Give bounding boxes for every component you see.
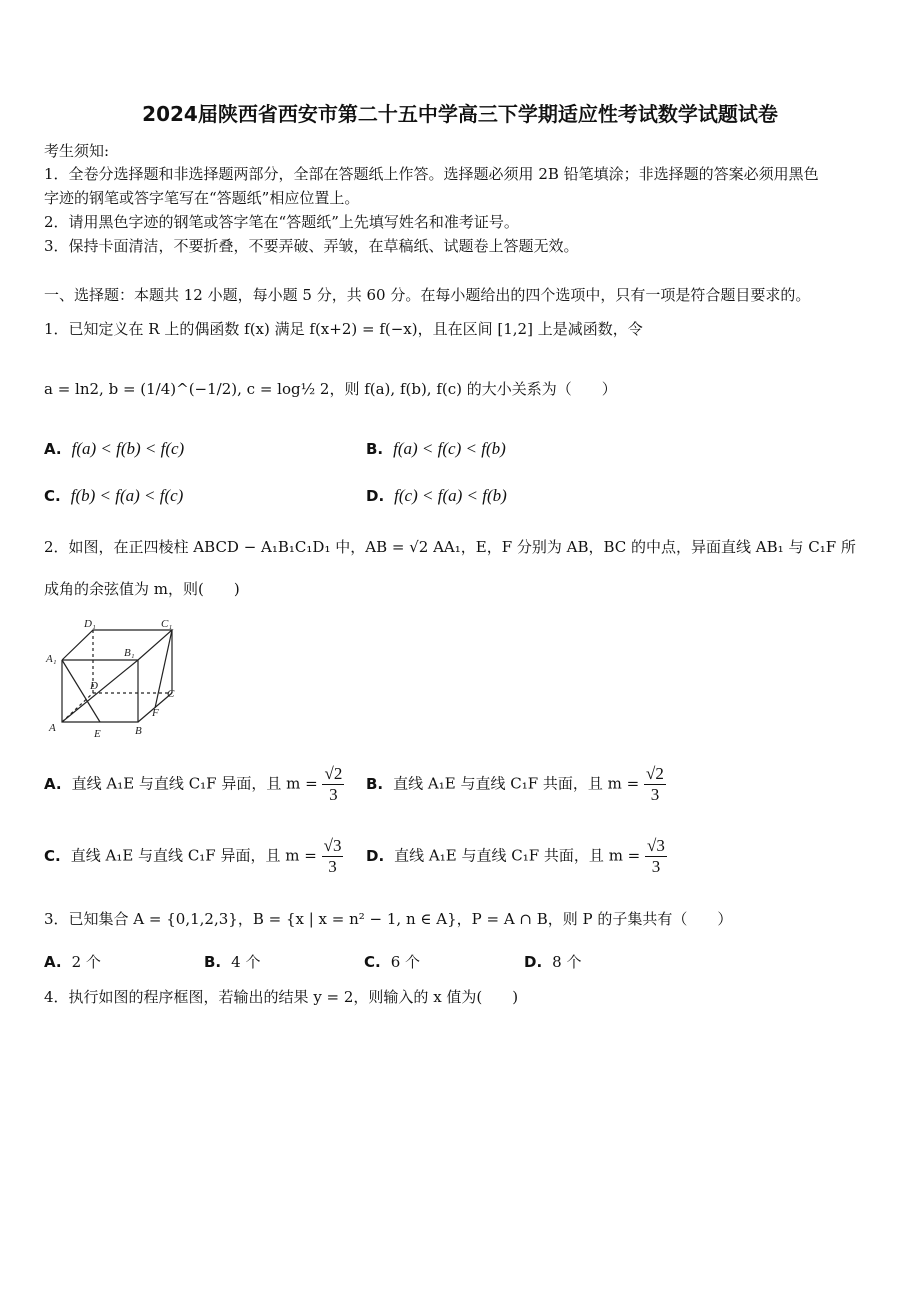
- q1-option-b[interactable]: [366, 438, 506, 460]
- option-text: 8 个: [552, 953, 582, 971]
- option-label: B.: [366, 440, 384, 458]
- fraction-numerator: √2: [646, 764, 664, 783]
- option-label: C.: [44, 846, 61, 865]
- label-d1: D₁: [84, 618, 96, 630]
- option-text: f(a) < f(c) < f(b): [393, 439, 506, 458]
- q3-option-b[interactable]: [204, 951, 260, 973]
- option-text: f(c) < f(a) < f(b): [394, 486, 507, 505]
- option-text: 6 个: [390, 953, 421, 971]
- fraction-numerator: √3: [647, 836, 665, 855]
- option-label: B.: [204, 953, 222, 971]
- q3-option-a[interactable]: [44, 951, 101, 973]
- option-label: C.: [44, 487, 61, 505]
- label-a: A: [49, 722, 56, 734]
- option-label: D.: [366, 487, 385, 505]
- fraction: [644, 764, 666, 805]
- page-title: 2024届陕西省西安市第二十五中学高三下学期适应性考试数学试题试卷: [142, 102, 778, 126]
- fraction: [322, 836, 344, 877]
- q2-stem-line2: 成角的余弦值为 m，则( ): [44, 580, 240, 598]
- option-text: 直线 A₁E 与直线 C₁F 异面，且 m =: [71, 774, 318, 793]
- notice-item-1-cont: 字迹的钢笔或答字笔写在“答题纸”相应位置上。: [44, 189, 360, 207]
- label-e: E: [94, 728, 101, 740]
- q2-option-d[interactable]: [366, 836, 667, 877]
- label-b: B: [135, 725, 142, 737]
- section-heading: 一、选择题：本题共 12 小题，每小题 5 分，共 60 分。在每小题给出的四个选项中，只有一项是符合题目要求的。: [44, 286, 811, 304]
- label-d: D: [90, 680, 98, 692]
- label-b1: B₁: [124, 647, 135, 659]
- option-label: D.: [366, 846, 385, 865]
- fraction-denominator: 3: [328, 857, 337, 876]
- notice-item-1: 1．全卷分选择题和非选择题两部分，全部在答题纸上作答。选择题必须用 2B 铅笔填涂；非选择题的答案必须用黑色: [44, 165, 819, 183]
- label-c: C: [167, 688, 175, 700]
- label-c1: C₁: [161, 618, 173, 630]
- option-label: C.: [364, 953, 381, 971]
- option-label: A.: [44, 953, 62, 971]
- q2-option-b[interactable]: [366, 764, 666, 805]
- fraction-denominator: 3: [651, 857, 661, 876]
- line-ab1: [62, 660, 138, 722]
- q1-option-a[interactable]: [44, 438, 184, 460]
- prism-figure: [40, 618, 190, 743]
- fraction-denominator: 3: [329, 785, 338, 804]
- label-a1: A₁: [46, 653, 57, 665]
- q2-option-c[interactable]: [44, 836, 343, 877]
- option-text: 直线 A₁E 与直线 C₁F 异面，且 m =: [70, 846, 317, 865]
- q3-stem: 3．已知集合 A = {0,1,2,3}，B = {x | x = n² − 1, n ∈ A}，P = A ∩ B，则 P 的子集共有（ ）: [44, 910, 733, 928]
- option-label: A.: [44, 774, 62, 793]
- fraction-numerator: √2: [324, 764, 343, 783]
- q1-stem-line1: 1．已知定义在 R 上的偶函数 f(x) 满足 f(x+2) = f(−x)，且在区间 [1,2] 上是减函数，令: [44, 320, 643, 338]
- notice-item-2: 2．请用黑色字迹的钢笔或答字笔在“答题纸”上先填写姓名和准考证号。: [44, 213, 519, 231]
- option-text: 直线 A₁E 与直线 C₁F 共面，且 m =: [393, 774, 640, 793]
- q2-option-a[interactable]: [44, 764, 344, 805]
- option-text: 直线 A₁E 与直线 C₁F 共面，且 m =: [394, 846, 641, 865]
- top-face: [62, 630, 172, 660]
- label-f: F: [152, 707, 159, 719]
- q3-option-d[interactable]: [524, 951, 581, 973]
- option-text: f(a) < f(b) < f(c): [71, 439, 185, 458]
- option-text: 2 个: [71, 953, 101, 971]
- fraction: [645, 836, 667, 877]
- option-text: 4 个: [231, 953, 261, 971]
- q1-option-c[interactable]: [44, 485, 183, 507]
- option-text: f(b) < f(a) < f(c): [70, 486, 184, 505]
- q1-option-d[interactable]: [366, 485, 507, 507]
- q3-option-c[interactable]: [364, 951, 420, 973]
- q4-stem: 4．执行如图的程序框图，若输出的结果 y = 2，则输入的 x 值为( ): [44, 988, 519, 1006]
- fraction-numerator: √3: [323, 836, 342, 855]
- notice-item-3: 3．保持卡面清洁，不要折叠，不要弄破、弄皱，在草稿纸、试题卷上答题无效。: [44, 237, 579, 255]
- option-label: B.: [366, 774, 384, 793]
- fraction: [322, 764, 344, 805]
- q1-stem-line2: a = ln2, b = (1/4)^(−1/2), c = log½ 2，则 f(a), f(b), f(c) 的大小关系为（ ）: [44, 380, 617, 398]
- fraction-denominator: 3: [650, 785, 660, 804]
- option-label: D.: [524, 953, 543, 971]
- q2-stem-line1: 2．如图，在正四棱柱 ABCD − A₁B₁C₁D₁ 中，AB = √2 AA₁，E，F 分别为 AB，BC 的中点，异面直线 AB₁ 与 C₁F 所: [44, 538, 856, 556]
- option-label: A.: [44, 440, 62, 458]
- notice-heading: 考生须知:: [44, 142, 110, 160]
